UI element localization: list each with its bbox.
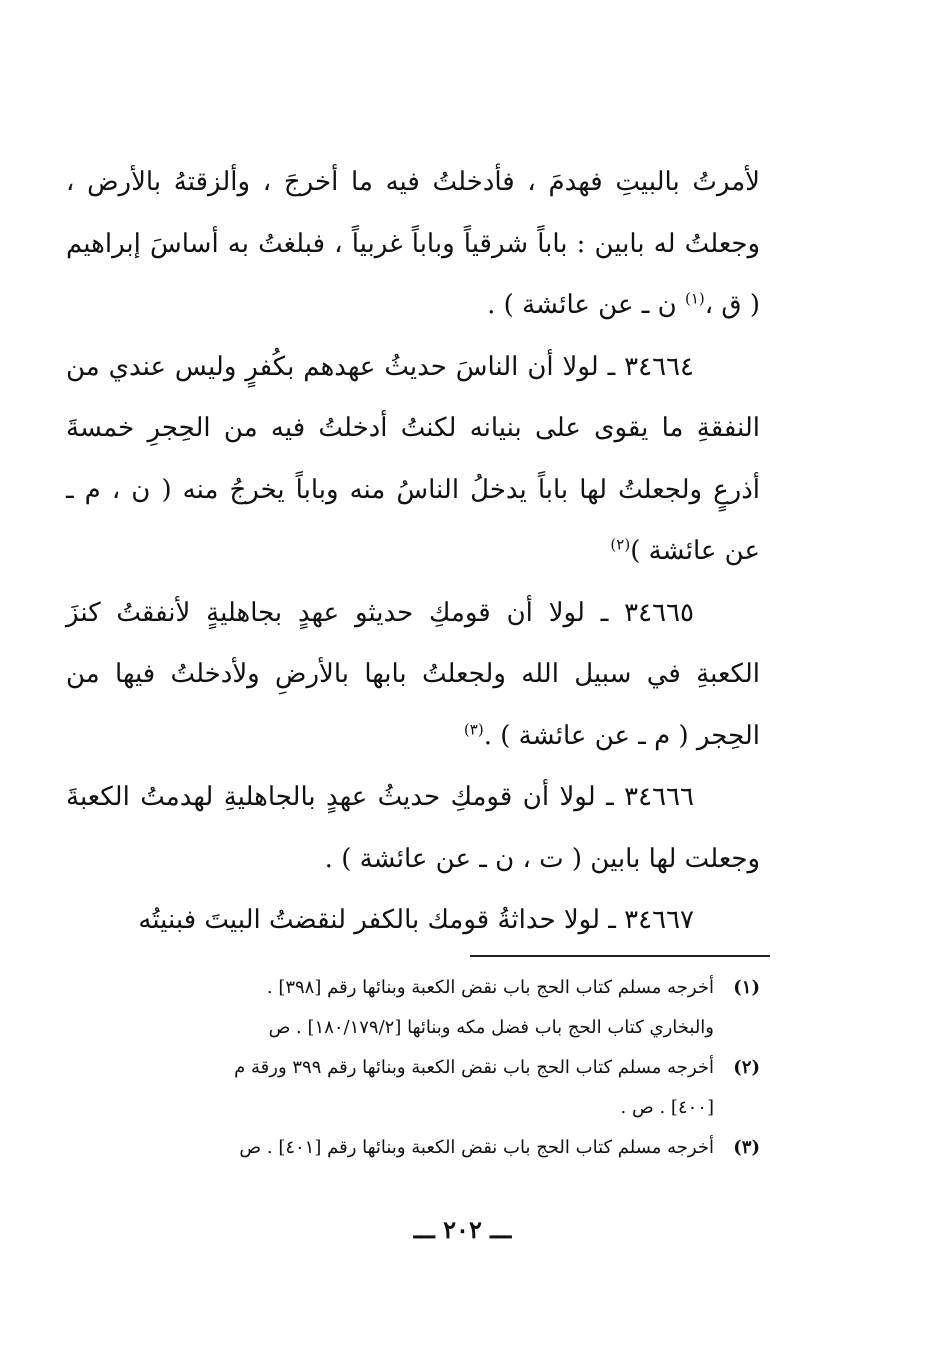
footnote-number: (٢): [733, 1057, 760, 1078]
footnote-line: [٤٠٠] . ص .: [620, 1097, 714, 1118]
footnote-ref-2: (٢): [610, 535, 631, 554]
footnote-line: أخرجه مسلم كتاب الحج باب نقض الكعبة وبنائها رقم [٤٠١] . ص: [239, 1137, 714, 1158]
paragraph-tail: ن ـ عن عائشة ) .: [487, 290, 677, 320]
footnote-1: [66, 968, 760, 1048]
hadith-paragraph-34665: [66, 583, 760, 768]
paragraph-text: ٣٤٦٦٦ ـ لولا أن قومكِ حديثُ عهدٍ بالجاهليةِ لهدمتُ الكعبةَ وجعلت لها بابين ( ت ، ن ـ عن عائشة ) .: [66, 782, 760, 874]
footnote-body: [66, 968, 714, 1048]
main-text-block: [66, 152, 760, 952]
footnote-line: أخرجه مسلم كتاب الحج باب نقض الكعبة وبنائها رقم ٣٩٩ ورقة م: [234, 1057, 714, 1078]
footnote-number: (١): [733, 977, 760, 998]
paragraph-text: لأمرتُ بالبيتِ فهدمَ ، فأدخلتُ فيه ما أخرجَ ، وألزقتهُ بالأرض ، وجعلتُ له بابين : باباً شرقياً وباباً غربياً ، فبلغتُ به أساسَ إبراهيم ( ق ،: [66, 167, 760, 320]
footnote-ref-1: (١): [684, 289, 705, 308]
paragraph-text: ٣٤٦٦٥ ـ لولا أن قومكِ حديثو عهدٍ بجاهليةٍ لأنفقتُ كنزَ الكعبةِ في سبيل الله ولجعلتُ بابها بالأرضِ ولأدخلتُ فيها من الحِجر ( م ـ عن عائشة ) .: [66, 597, 760, 751]
page-number: ـــ ٢٠٢ ـــ: [413, 1215, 512, 1244]
footnotes-section: [66, 968, 760, 1168]
paragraph-text: ٣٤٦٦٧ ـ لولا حداثةُ قومك بالكفر لنقضتُ البيتَ فبنيتُه: [138, 905, 694, 935]
hadith-continuation-paragraph: [66, 152, 760, 337]
footnote-line: والبخاري كتاب الحج باب فضل مكه وبنائها [١٨٠/١٧٩/٢] . ص: [268, 1017, 714, 1038]
footnote-3: [66, 1128, 760, 1168]
footnote-2: [66, 1048, 760, 1128]
hadith-paragraph-34667: [66, 890, 760, 952]
footnote-body: [66, 1048, 714, 1128]
paragraph-text: ٣٤٦٦٤ ـ لولا أن الناسَ حديثُ عهدهم بكُفرٍ وليس عندي من النفقةِ ما يقوى على بنيانه لكنتُ أدخلتُ فيه من الحِجرِ خمسةَ أذرعٍ ولجعلتُ لها باباً يدخلُ الناسُ منه وباباً يخرجُ منه ( ن ، م ـ عن عائشة ): [66, 351, 760, 566]
footnote-number: (٣): [733, 1137, 760, 1158]
footnote-line: أخرجه مسلم كتاب الحج باب نقض الكعبة وبنائها رقم [٣٩٨] .: [266, 977, 714, 998]
hadith-paragraph-34666: [66, 767, 760, 890]
footnote-body: [66, 1128, 714, 1168]
footnote-ref-3: (٣): [463, 719, 484, 738]
footnote-divider: [470, 955, 770, 957]
hadith-paragraph-34664: [66, 337, 760, 583]
